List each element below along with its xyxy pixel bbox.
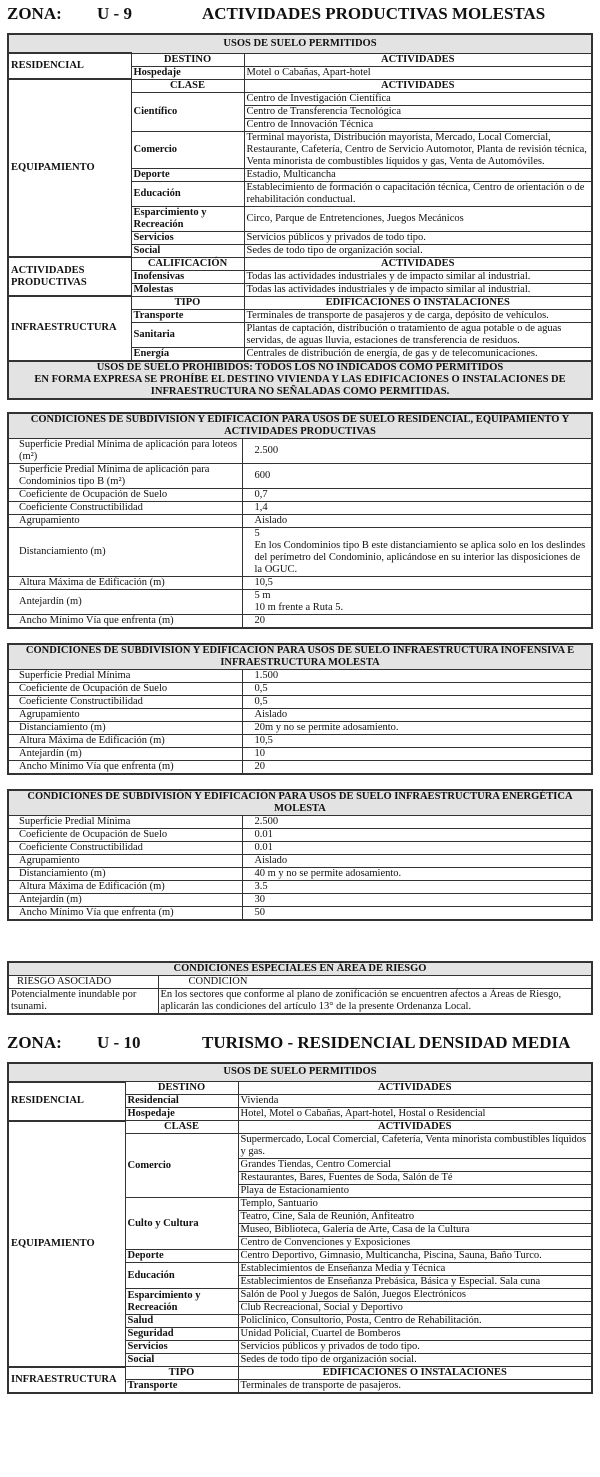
use-activity: Circo, Parque de Entretenciones, Juegos Mecánicos: [244, 206, 592, 231]
table-title: USOS DE SUELO PERMITIDOS: [8, 1063, 592, 1082]
column-header: ACTIVIDADES: [238, 1121, 592, 1134]
column-header: EDIFICACIONES O INSTALACIONES: [244, 296, 592, 309]
zone-code: U - 10: [97, 1032, 141, 1052]
use-class: Educación: [131, 181, 244, 206]
condition-value: 40 m y no se permite adosamiento.: [242, 867, 592, 880]
condition-label: Antejardín (m): [8, 747, 242, 760]
use-class: Social: [131, 244, 244, 257]
column-header: DESTINO: [131, 53, 244, 66]
use-group-name: RESIDENCIAL: [8, 1082, 125, 1121]
table-row: [8, 463, 592, 488]
table-row: [8, 867, 592, 880]
condition-label: Coeficiente de Ocupación de Suelo: [8, 828, 242, 841]
prohibited-uses: USOS DE SUELO PROHIBIDOS: TODOS LOS NO INDICADOS COMO PERMITIDOS EN FORMA EXPRESA SE PROHÍBE EL DESTINO VIVIENDA Y LAS EDIFICACIONES O INSTALACIONES DE INFRAESTRUCTURA NO SEÑALADAS COMO PERMITIDAS.: [8, 361, 592, 399]
condition-label: Ancho Mínimo Vía que enfrenta (m): [8, 906, 242, 920]
use-activity: Unidad Policial, Cuartel de Bomberos: [238, 1328, 592, 1341]
use-activity: Terminal mayorista, Distribución mayorista, Mercado, Local Comercial, Restaurante, Cafetería, Centro de Servicio Automotor, Planta de revisión técnica, Venta minorista de combustibles líquidos y gas, Venta de Automóviles.: [244, 131, 592, 168]
table-row: [8, 880, 592, 893]
condition-value: 0,7: [242, 488, 592, 501]
condition-label: Altura Máxima de Edificación (m): [8, 576, 242, 589]
use-activity: Museo, Biblioteca, Galería de Arte, Casa de la Cultura: [238, 1224, 592, 1237]
use-class: Culto y Cultura: [125, 1198, 238, 1250]
use-activity: Centrales de distribución de energía, de gas y de telecomunicaciones.: [244, 347, 592, 361]
group-header-row: [8, 53, 592, 66]
condition-value: 1.500: [242, 669, 592, 682]
use-class: Servicios: [125, 1341, 238, 1354]
use-activity: Sedes de todo tipo de organización social.: [244, 244, 592, 257]
column-header: CONDICIÓN: [158, 975, 592, 988]
permitted-uses-table: [7, 33, 593, 400]
risk-table: [7, 961, 593, 1015]
group-header-row: [8, 257, 592, 270]
use-class: Educación: [125, 1263, 238, 1289]
condition-label: Coeficiente de Ocupación de Suelo: [8, 682, 242, 695]
condition-label: Coeficiente Constructibilidad: [8, 841, 242, 854]
use-group-name: EQUIPAMIENTO: [8, 79, 131, 257]
use-activity: Salón de Pool y Juegos de Salón, Juegos Electrónicos: [238, 1289, 592, 1302]
column-header: TIPO: [131, 296, 244, 309]
condition-value: 0.01: [242, 841, 592, 854]
condition-value: 0,5: [242, 682, 592, 695]
condition-label: Ancho Mínimo Vía que enfrenta (m): [8, 614, 242, 628]
condition-value: 20: [242, 760, 592, 774]
condition-value: 2.500: [242, 815, 592, 828]
use-class: Hospedaje: [131, 66, 244, 79]
conditions-title: CONDICIONES DE SUBDIVISIÓN Y EDIFICACIÓN PARA USOS DE SUELO RESIDENCIAL, EQUIPAMIENTO Y ACTIVIDADES PRODUCTIVAS: [8, 413, 592, 439]
use-activity: Establecimiento de formación o capacitación técnica, Centro de orientación o de rehabilitación conductual.: [244, 181, 592, 206]
condition-label: Coeficiente de Ocupación de Suelo: [8, 488, 242, 501]
use-activity: Terminales de transporte de pasajeros.: [238, 1380, 592, 1394]
condition-label: Ancho Mínimo Vía que enfrenta (m): [8, 760, 242, 774]
column-header: ACTIVIDADES: [238, 1082, 592, 1095]
use-class: Social: [125, 1354, 238, 1367]
column-header: TIPO: [125, 1367, 238, 1380]
condition-label: Coeficiente Constructibilidad: [8, 501, 242, 514]
use-class: Comercio: [131, 131, 244, 168]
use-class: Residencial: [125, 1095, 238, 1108]
zone-name: TURISMO - RESIDENCIAL DENSIDAD MEDIA: [202, 1032, 571, 1052]
table-row: [8, 488, 592, 501]
condition-label: Antejardín (m): [8, 589, 242, 614]
use-activity: Hotel, Motel o Cabañas, Apart-hotel, Hostal o Residencial: [238, 1108, 592, 1121]
conditions-title: CONDICIONES DE SUBDIVISIÓN Y EDIFICACIÓN PARA USOS DE SUELO INFRAESTRUCTURA ENERGÉTICA MOLESTA: [8, 790, 592, 816]
column-header: CALIFICACIÓN: [131, 257, 244, 270]
use-group-name: ACTIVIDADES PRODUCTIVAS: [8, 257, 131, 296]
zone-code: U - 9: [97, 4, 132, 23]
use-class: Científico: [131, 92, 244, 131]
table-row: [8, 682, 592, 695]
condition-value: Aislado: [242, 708, 592, 721]
use-class: Deporte: [131, 168, 244, 181]
condition-value: 5 En los Condominios tipo B este distanciamiento se aplica solo en los deslindes del perímetro del Condominio, aplicándose en su interior las disposiciones de la OGUC.: [242, 527, 592, 576]
use-activity: Vivienda: [238, 1095, 592, 1108]
column-header: ACTIVIDADES: [244, 79, 592, 92]
use-activity: Todas las actividades industriales y de impacto similar al industrial.: [244, 270, 592, 283]
condition-value: 3.5: [242, 880, 592, 893]
use-activity: Servicios públicos y privados de todo tipo.: [244, 231, 592, 244]
condition-label: Distanciamiento (m): [8, 721, 242, 734]
condition-value: 10,5: [242, 734, 592, 747]
condition-value: 20: [242, 614, 592, 628]
condition-value: 10,5: [242, 576, 592, 589]
use-activity: Motel o Cabañas, Apart-hotel: [244, 66, 592, 79]
group-header-row: [8, 1367, 592, 1380]
use-activity: Centro Deportivo, Gimnasio, Multicancha, Piscina, Sauna, Baño Turco.: [238, 1250, 592, 1263]
table-row: [8, 438, 592, 463]
condition-label: Distanciamiento (m): [8, 867, 242, 880]
table-row: [8, 721, 592, 734]
use-activity: Grandes Tiendas, Centro Comercial: [238, 1159, 592, 1172]
table-header-row: [8, 1063, 592, 1082]
use-class: Inofensivas: [131, 270, 244, 283]
condition-value: 5 m 10 m frente a Ruta 5.: [242, 589, 592, 614]
conditions-table: [7, 643, 593, 775]
group-header-row: [8, 79, 592, 92]
table-row: [8, 893, 592, 906]
column-header: CLASE: [131, 79, 244, 92]
use-group-name: RESIDENCIAL: [8, 53, 131, 79]
table-row: [8, 841, 592, 854]
table-row: [8, 614, 592, 628]
zone-title: [0, 1029, 600, 1054]
use-activity: Estadio, Multicancha: [244, 168, 592, 181]
table-row: [8, 501, 592, 514]
table-row: [8, 906, 592, 920]
conditions-title: CONDICIONES DE SUBDIVISIÓN Y EDIFICACIÓN PARA USOS DE SUELO INFRAESTRUCTURA INOFENSIVA E INFRAESTRUCTURA MOLESTA: [8, 644, 592, 670]
table-row: [8, 760, 592, 774]
use-class: Energía: [131, 347, 244, 361]
condition-value: 2.500: [242, 438, 592, 463]
group-header-row: [8, 1121, 592, 1134]
condition-label: Coeficiente Constructibilidad: [8, 695, 242, 708]
use-activity: Centro de Convenciones y Exposiciones: [238, 1237, 592, 1250]
risk-type: Potencialmente inundable por tsunami.: [8, 988, 158, 1014]
column-header: DESTINO: [125, 1082, 238, 1095]
risk-condition: En los sectores que conforme al plano de zonificación se encuentren afectos a Áreas de Riesgo, aplicarán las condiciones del artículo 13° de la presente Ordenanza Local.: [158, 988, 592, 1014]
condition-label: Agrupamiento: [8, 514, 242, 527]
use-activity: Servicios públicos y privados de todo tipo.: [238, 1341, 592, 1354]
permitted-uses-table: [7, 1062, 593, 1395]
use-activity: Templo, Santuario: [238, 1198, 592, 1211]
condition-label: Agrupamiento: [8, 708, 242, 721]
risk-title: CONDICIONES ESPECIALES EN ÁREA DE RIESGO: [8, 962, 592, 976]
condition-value: Aislado: [242, 854, 592, 867]
conditions-table: [7, 412, 593, 629]
condition-value: 0.01: [242, 828, 592, 841]
use-activity: Terminales de transporte de pasajeros y de carga, depósito de vehículos.: [244, 309, 592, 322]
zone-label: ZONA:: [7, 1032, 62, 1052]
condition-label: Superficie Predial Mínima: [8, 669, 242, 682]
table-row: [8, 669, 592, 682]
prohibited-row: [8, 361, 592, 399]
use-activity: Teatro, Cine, Sala de Reunión, Anfiteatro: [238, 1211, 592, 1224]
table-row: [8, 514, 592, 527]
use-class: Seguridad: [125, 1328, 238, 1341]
table-title: USOS DE SUELO PERMITIDOS: [8, 34, 592, 53]
use-class: Hospedaje: [125, 1108, 238, 1121]
use-class: Sanitaria: [131, 322, 244, 347]
use-activity: Centro de Transferencia Tecnológica: [244, 105, 592, 118]
condition-label: Agrupamiento: [8, 854, 242, 867]
condition-label: Superficie Predial Mínima de aplicación para Condominios tipo B (m²): [8, 463, 242, 488]
table-row: [8, 589, 592, 614]
condition-value: 600: [242, 463, 592, 488]
use-class: Molestas: [131, 283, 244, 296]
condition-value: 10: [242, 747, 592, 760]
use-class: Esparcimiento y Recreación: [131, 206, 244, 231]
use-activity: Sedes de todo tipo de organización social.: [238, 1354, 592, 1367]
use-activity: Playa de Estacionamiento: [238, 1185, 592, 1198]
use-group-name: INFRAESTRUCTURA: [8, 296, 131, 361]
use-class: Esparcimiento y Recreación: [125, 1289, 238, 1315]
use-activity: Establecimientos de Enseñanza Media y Técnica: [238, 1263, 592, 1276]
condition-label: Distanciamiento (m): [8, 527, 242, 576]
use-activity: Supermercado, Local Comercial, Cafetería, Venta minorista combustibles líquidos y gas.: [238, 1134, 592, 1159]
table-header-row: [8, 34, 592, 53]
condition-value: 20m y no se permite adosamiento.: [242, 721, 592, 734]
column-header: ACTIVIDADES: [244, 53, 592, 66]
conditions-table: [7, 789, 593, 921]
table-row: [8, 734, 592, 747]
condition-value: Aislado: [242, 514, 592, 527]
use-activity: Club Recreacional, Social y Deportivo: [238, 1302, 592, 1315]
use-activity: Centro de Investigación Científica: [244, 92, 592, 105]
use-class: Transporte: [125, 1380, 238, 1394]
use-class: Salud: [125, 1315, 238, 1328]
use-class: Deporte: [125, 1250, 238, 1263]
use-activity: Establecimientos de Enseñanza Prebásica, Básica y Especial. Sala cuna: [238, 1276, 592, 1289]
table-row: [8, 747, 592, 760]
table-row: [8, 527, 592, 576]
table-row: [8, 854, 592, 867]
use-group-name: INFRAESTRUCTURA: [8, 1367, 125, 1394]
use-activity: Plantas de captación, distribución o tratamiento de agua potable o de aguas servidas, de aguas lluvia, estaciones de transferencia de residuos.: [244, 322, 592, 347]
use-class: Transporte: [131, 309, 244, 322]
condition-value: 1,4: [242, 501, 592, 514]
use-class: Servicios: [131, 231, 244, 244]
zone-name: ACTIVIDADES PRODUCTIVAS MOLESTAS: [202, 4, 546, 23]
use-activity: Centro de Innovación Técnica: [244, 118, 592, 131]
group-header-row: [8, 1082, 592, 1095]
zone-label: ZONA:: [7, 4, 62, 23]
table-row: [8, 988, 592, 1014]
condition-label: Altura Máxima de Edificación (m): [8, 880, 242, 893]
table-row: [8, 815, 592, 828]
use-activity: Policlínico, Consultorio, Posta, Centro de Rehabilitación.: [238, 1315, 592, 1328]
condition-label: Antejardín (m): [8, 893, 242, 906]
condition-value: 30: [242, 893, 592, 906]
table-row: [8, 576, 592, 589]
column-header: RIESGO ASOCIADO: [8, 975, 158, 988]
table-row: [8, 695, 592, 708]
table-row: [8, 828, 592, 841]
column-header: ACTIVIDADES: [244, 257, 592, 270]
condition-label: Altura Máxima de Edificación (m): [8, 734, 242, 747]
table-row: [8, 708, 592, 721]
column-header: CLASE: [125, 1121, 238, 1134]
zone-title: [0, 0, 600, 25]
group-header-row: [8, 296, 592, 309]
condition-value: 50: [242, 906, 592, 920]
condition-label: Superficie Predial Mínima de aplicación para loteos (m²): [8, 438, 242, 463]
use-class: Comercio: [125, 1134, 238, 1198]
use-group-name: EQUIPAMIENTO: [8, 1121, 125, 1367]
column-header: EDIFICACIONES O INSTALACIONES: [238, 1367, 592, 1380]
condition-label: Superficie Predial Mínima: [8, 815, 242, 828]
condition-value: 0,5: [242, 695, 592, 708]
use-activity: Restaurantes, Bares, Fuentes de Soda, Salón de Té: [238, 1172, 592, 1185]
use-activity: Todas las actividades industriales y de impacto similar al industrial.: [244, 283, 592, 296]
